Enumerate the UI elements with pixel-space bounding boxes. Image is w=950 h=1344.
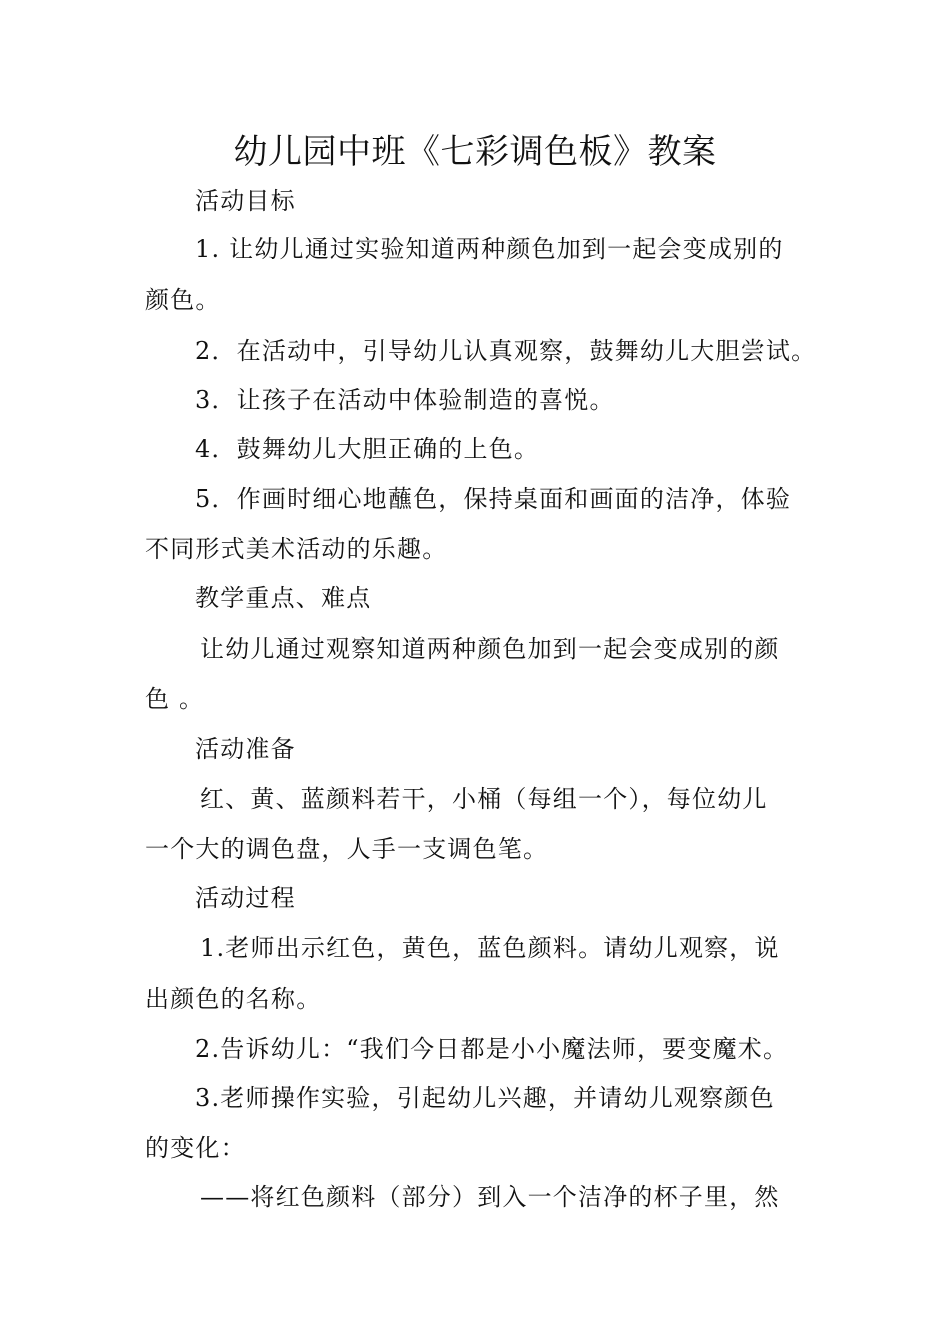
- paragraph-line: 颜色。: [145, 286, 221, 314]
- paragraph-line: 5．作画时细心地蘸色，保持桌面和画面的洁净，体验: [195, 485, 792, 513]
- paragraph-line: 不同形式美术活动的乐趣。: [145, 535, 448, 563]
- paragraph-line: 3.老师操作实验，引起幼儿兴趣，并请幼儿观察颜色: [195, 1084, 775, 1112]
- section-heading-preparation: 活动准备: [195, 735, 296, 763]
- paragraph-line: 色 。: [145, 685, 205, 713]
- paragraph-line: 的变化：: [145, 1134, 246, 1162]
- paragraph-line: 一个大的调色盘，人手一支调色笔。: [145, 835, 549, 863]
- paragraph-line: 红、黄、蓝颜料若干，小桶（每组一个），每位幼儿: [200, 785, 768, 813]
- paragraph-line: 1.老师出示红色，黄色，蓝色颜料。请幼儿观察，说: [200, 934, 780, 962]
- paragraph-line: 3．让孩子在活动中体验制造的喜悦。: [195, 386, 615, 414]
- document-title: 幼儿园中班《七彩调色板》教案: [233, 132, 717, 172]
- paragraph-line: 1. 让幼儿通过实验知道两种颜色加到一起会变成别的: [195, 235, 784, 263]
- section-heading-key-points: 教学重点、难点: [195, 584, 372, 612]
- section-heading-process: 活动过程: [195, 884, 296, 912]
- paragraph-line: 让幼儿通过观察知道两种颜色加到一起会变成别的颜: [200, 635, 780, 663]
- section-heading-goals: 活动目标: [195, 187, 296, 215]
- paragraph-line: 2.告诉幼儿：“我们今日都是小小魔法师，要变魔术。: [195, 1035, 789, 1063]
- paragraph-line: ——将红色颜料（部分）到入一个洁净的杯子里，然: [200, 1183, 780, 1211]
- paragraph-line: 2．在活动中，引导幼儿认真观察，鼓舞幼儿大胆尝试。: [195, 337, 817, 365]
- paragraph-line: 4．鼓舞幼儿大胆正确的上色。: [195, 435, 540, 463]
- paragraph-line: 出颜色的名称。: [145, 985, 322, 1013]
